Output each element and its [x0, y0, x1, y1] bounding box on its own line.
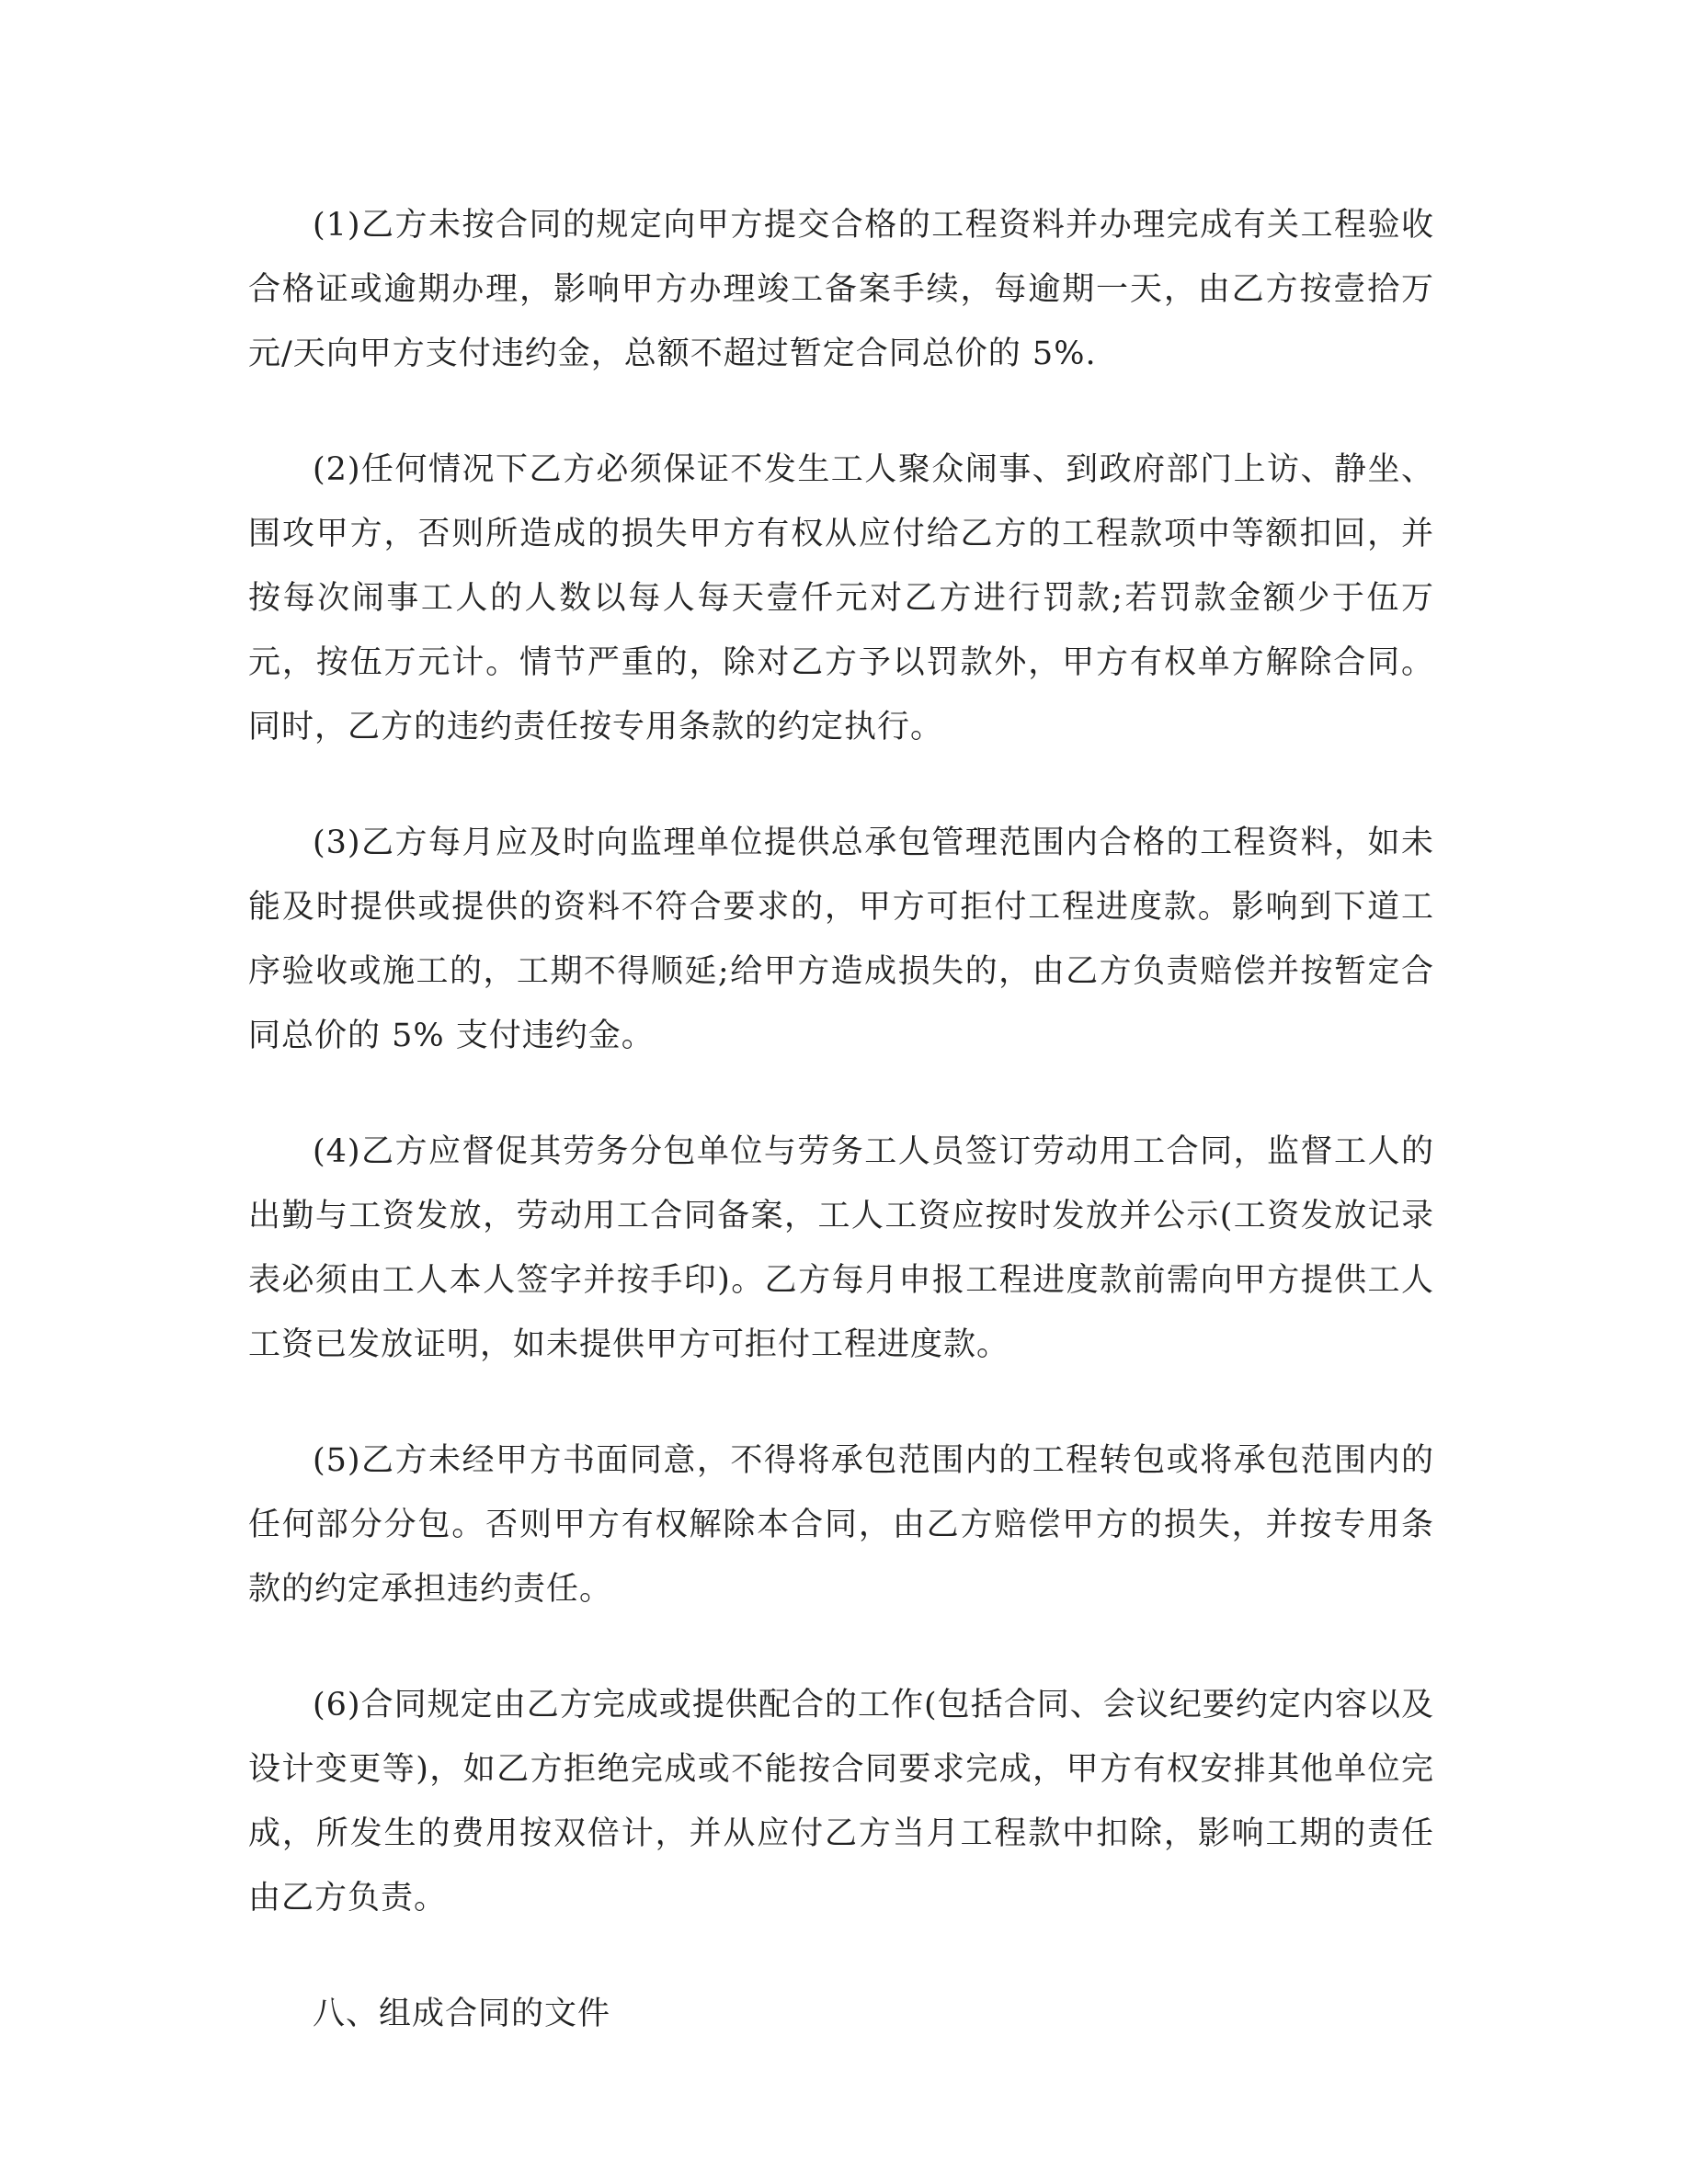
document-body: [248, 193, 1434, 2046]
clause-paragraph-2: (2)任何情况下乙方必须保证不发生工人聚众闹事、到政府部门上访、静坐、围攻甲方，否则所造成的损失甲方有权从应付给乙方的工程款项中等额扣回，并按每次闹事工人的人数以每人每天壹仟元对乙方进行罚款;若罚款金额少于伍万元，按伍万元计。情节严重的，除对乙方予以罚款外，甲方有权单方解除合同。同时，乙方的违约责任按专用条款的约定执行。: [248, 451, 1434, 745]
clause-paragraph-5: (5)乙方未经甲方书面同意，不得将承包范围内的工程转包或将承包范围内的任何部分分包。否则甲方有权解除本合同，由乙方赔偿甲方的损失，并按专用条款的约定承担违约责任。: [248, 1442, 1434, 1608]
clause-paragraph-3: (3)乙方每月应及时向监理单位提供总承包管理范围内合格的工程资料，如未能及时提供或提供的资料不符合要求的，甲方可拒付工程进度款。影响到下道工序验收或施工的，工期不得顺延;给甲方造成损失的，由乙方负责赔偿并按暂定合同总价的 5% 支付违约金。: [248, 825, 1434, 1054]
clause-paragraph-6: (6)合同规定由乙方完成或提供配合的工作(包括合同、会议纪要约定内容以及设计变更等)，如乙方拒绝完成或不能按合同要求完成，甲方有权安排其他单位完成，所发生的费用按双倍计，并从应付乙方当月工程款中扣除，影响工期的责任由乙方负责。: [248, 1687, 1434, 1917]
clause-paragraph-4: (4)乙方应督促其劳务分包单位与劳务工人员签订劳动用工合同，监督工人的出勤与工资发放，劳动用工合同备案，工人工资应按时发放并公示(工资发放记录表必须由工人本人签字并按手印)。乙方每月申报工程进度款前需向甲方提供工人工资已发放证明，如未提供甲方可拒付工程进度款。: [248, 1133, 1434, 1363]
section-heading: 八、组成合同的文件: [313, 1996, 611, 2032]
clause-paragraph-1: (1)乙方未按合同的规定向甲方提交合格的工程资料并办理完成有关工程验收合格证或逾期办理，影响甲方办理竣工备案手续，每逾期一天，由乙方按壹拾万元/天向甲方支付违约金，总额不超过暂定合同总价的 5%.: [248, 207, 1434, 372]
